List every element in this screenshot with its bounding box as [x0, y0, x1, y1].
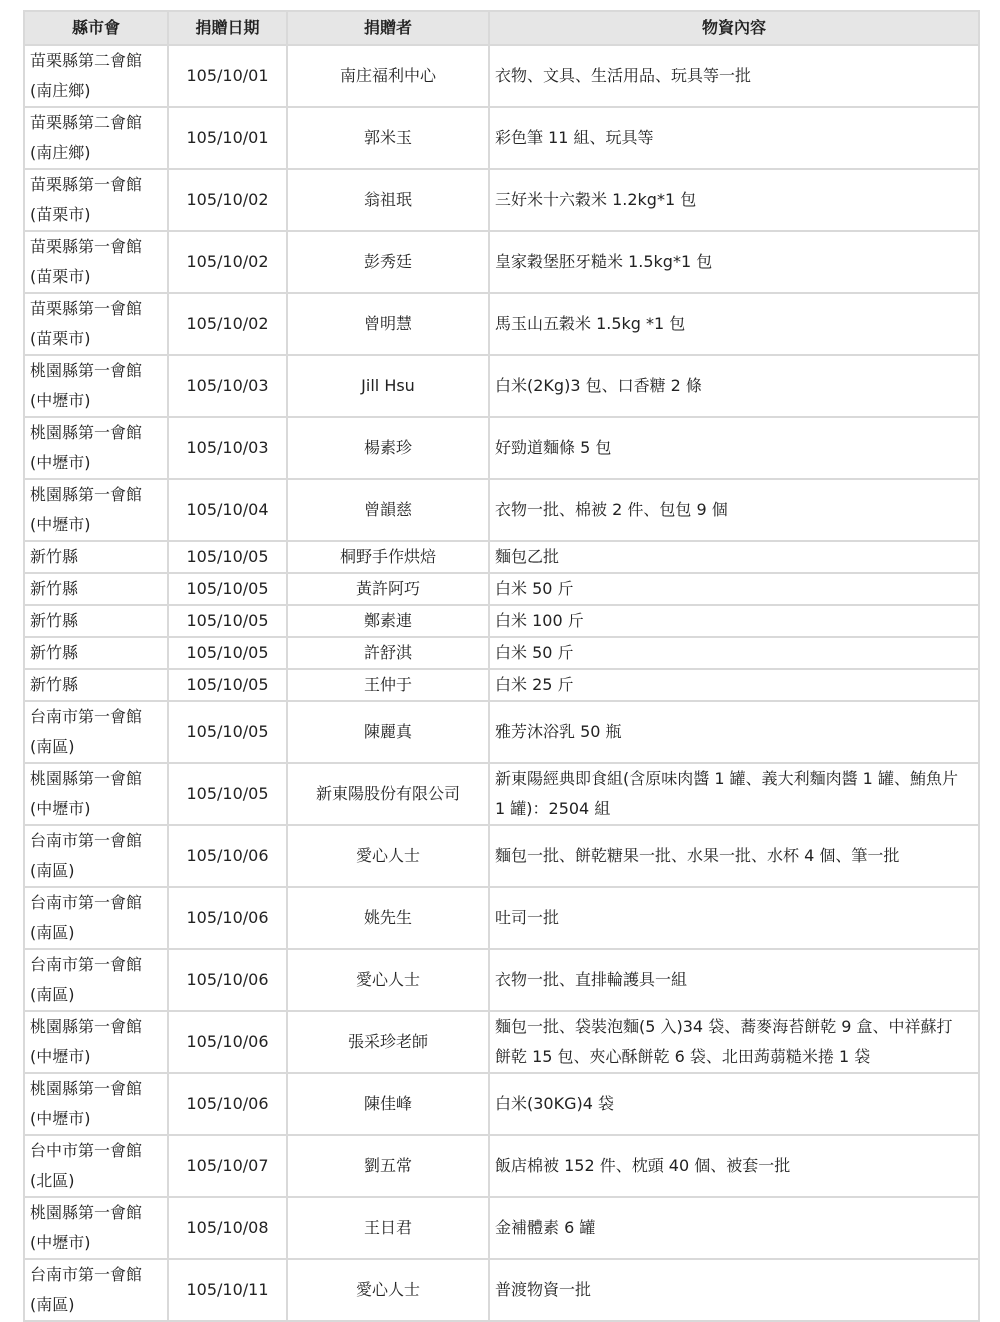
- donor-cell: 愛心人士: [287, 949, 489, 1011]
- county-name: 桃園縣第一會館: [30, 769, 143, 788]
- table-row: [24, 1197, 979, 1259]
- donor-cell: 姚先生: [287, 887, 489, 949]
- donor-cell: 鄭素連: [287, 605, 489, 637]
- county-area: (南區): [30, 985, 75, 1004]
- items-cell: [489, 825, 979, 887]
- date-cell: 105/10/08: [168, 1197, 287, 1259]
- table-body: [24, 45, 979, 1321]
- donor-cell: 愛心人士: [287, 1259, 489, 1321]
- items-cell: [489, 1197, 979, 1259]
- county-area: (南區): [30, 861, 75, 880]
- county-name: 桃園縣第一會館: [30, 1017, 143, 1036]
- county-name: 台中市第一會館: [30, 1141, 143, 1160]
- county-name: 桃園縣第一會館: [30, 361, 143, 380]
- date-cell: 105/10/01: [168, 107, 287, 169]
- county-name: 新竹縣: [30, 611, 79, 630]
- table-header: [24, 11, 979, 45]
- county-name: 苗栗縣第一會館: [30, 299, 143, 318]
- donor-cell: 桐野手作烘焙: [287, 541, 489, 573]
- county-name: 台南市第一會館: [30, 955, 143, 974]
- items-line: 三好米十六穀米 1.2kg*1 包: [495, 190, 697, 209]
- county-name: 台南市第一會館: [30, 1265, 143, 1284]
- items-cell: [489, 169, 979, 231]
- items-cell: [489, 479, 979, 541]
- donor-cell: 王日君: [287, 1197, 489, 1259]
- items-cell: [489, 573, 979, 605]
- county-name: 新竹縣: [30, 579, 79, 598]
- date-cell: 105/10/03: [168, 355, 287, 417]
- county-area: (苗栗市): [30, 267, 91, 286]
- date-cell: 105/10/06: [168, 887, 287, 949]
- county-name: 新竹縣: [30, 547, 79, 566]
- county-area: (苗栗市): [30, 205, 91, 224]
- header-date: 捐贈日期: [168, 11, 287, 45]
- table-row: [24, 293, 979, 355]
- county-area: (南區): [30, 923, 75, 942]
- items-line: 餅乾 15 包、夾心酥餅乾 6 袋、北田蒟蒻糙米捲 1 袋: [495, 1047, 871, 1066]
- county-cell: [24, 541, 168, 573]
- items-cell: [489, 1259, 979, 1321]
- items-cell: [489, 1073, 979, 1135]
- items-cell: [489, 541, 979, 573]
- county-name: 新竹縣: [30, 675, 79, 694]
- table-row: [24, 701, 979, 763]
- table-row: [24, 231, 979, 293]
- donor-cell: Jill Hsu: [287, 355, 489, 417]
- items-line: 皇家穀堡胚牙糙米 1.5kg*1 包: [495, 252, 713, 271]
- date-cell: 105/10/05: [168, 763, 287, 825]
- donor-cell: 陳麗真: [287, 701, 489, 763]
- county-area: (苗栗市): [30, 329, 91, 348]
- county-name: 台南市第一會館: [30, 831, 143, 850]
- items-cell: [489, 417, 979, 479]
- county-cell: [24, 417, 168, 479]
- county-area: (南庄鄉): [30, 81, 91, 100]
- table-row: [24, 1259, 979, 1321]
- table-row: [24, 479, 979, 541]
- header-county: 縣市會: [24, 11, 168, 45]
- items-cell: [489, 637, 979, 669]
- county-cell: [24, 887, 168, 949]
- table-row: [24, 825, 979, 887]
- county-cell: [24, 479, 168, 541]
- header-items: 物資內容: [489, 11, 979, 45]
- date-cell: 105/10/03: [168, 417, 287, 479]
- county-cell: [24, 825, 168, 887]
- items-line: 衣物一批、棉被 2 件、包包 9 個: [495, 500, 728, 519]
- items-line: 麵包乙批: [495, 547, 560, 566]
- date-cell: 105/10/05: [168, 669, 287, 701]
- county-name: 苗栗縣第一會館: [30, 237, 143, 256]
- items-cell: [489, 107, 979, 169]
- county-cell: [24, 1259, 168, 1321]
- date-cell: 105/10/07: [168, 1135, 287, 1197]
- date-cell: 105/10/06: [168, 1073, 287, 1135]
- date-cell: 105/10/06: [168, 1011, 287, 1073]
- items-cell: [489, 293, 979, 355]
- county-cell: [24, 231, 168, 293]
- county-area: (中壢市): [30, 453, 91, 472]
- county-name: 桃園縣第一會館: [30, 1079, 143, 1098]
- date-cell: 105/10/06: [168, 825, 287, 887]
- items-cell: [489, 1135, 979, 1197]
- items-cell: [489, 355, 979, 417]
- items-line: 麵包一批、餅乾糖果一批、水果一批、水杯 4 個、筆一批: [495, 846, 900, 865]
- items-line: 白米 50 斤: [495, 579, 574, 598]
- items-line: 白米 50 斤: [495, 643, 574, 662]
- table-row: [24, 45, 979, 107]
- items-cell: [489, 949, 979, 1011]
- table-row: [24, 605, 979, 637]
- items-cell: [489, 669, 979, 701]
- donor-cell: 曾韻慈: [287, 479, 489, 541]
- items-line: 彩色筆 11 組、玩具等: [495, 128, 654, 147]
- county-cell: [24, 1073, 168, 1135]
- date-cell: 105/10/04: [168, 479, 287, 541]
- county-area: (中壢市): [30, 1233, 91, 1252]
- county-cell: [24, 107, 168, 169]
- donor-cell: 南庄福利中心: [287, 45, 489, 107]
- items-line: 白米(30KG)4 袋: [495, 1094, 615, 1113]
- donor-cell: 黃許阿巧: [287, 573, 489, 605]
- county-cell: [24, 1135, 168, 1197]
- items-cell: [489, 605, 979, 637]
- items-cell: [489, 231, 979, 293]
- items-line: 衣物、文具、生活用品、玩具等一批: [495, 66, 752, 85]
- items-line: 白米 25 斤: [495, 675, 574, 694]
- date-cell: 105/10/06: [168, 949, 287, 1011]
- date-cell: 105/10/02: [168, 231, 287, 293]
- county-area: (南區): [30, 737, 75, 756]
- table-row: [24, 417, 979, 479]
- county-area: (北區): [30, 1171, 75, 1190]
- county-cell: [24, 637, 168, 669]
- table-row: [24, 1135, 979, 1197]
- items-line: 麵包一批、袋裝泡麵(5 入)34 袋、蕎麥海苔餅乾 9 盒、中祥蘇打: [495, 1017, 953, 1036]
- date-cell: 105/10/02: [168, 293, 287, 355]
- county-cell: [24, 45, 168, 107]
- items-cell: [489, 45, 979, 107]
- date-cell: 105/10/05: [168, 637, 287, 669]
- items-cell: [489, 1011, 979, 1073]
- items-line: 吐司一批: [495, 908, 560, 927]
- table-row: [24, 107, 979, 169]
- items-cell: [489, 763, 979, 825]
- county-name: 桃園縣第一會館: [30, 423, 143, 442]
- donor-cell: 劉五常: [287, 1135, 489, 1197]
- county-cell: [24, 949, 168, 1011]
- county-name: 苗栗縣第二會館: [30, 113, 143, 132]
- header-row: [24, 11, 979, 45]
- county-cell: [24, 573, 168, 605]
- date-cell: 105/10/05: [168, 605, 287, 637]
- items-line: 1 罐)：2504 組: [495, 799, 611, 818]
- county-name: 苗栗縣第二會館: [30, 51, 143, 70]
- donor-cell: 新東陽股份有限公司: [287, 763, 489, 825]
- items-line: 雅芳沐浴乳 50 瓶: [495, 722, 622, 741]
- donation-table: [23, 10, 980, 1322]
- donor-cell: 陳佳峰: [287, 1073, 489, 1135]
- county-area: (中壢市): [30, 1047, 91, 1066]
- items-line: 衣物一批、直排輪護具一組: [495, 970, 688, 989]
- county-cell: [24, 605, 168, 637]
- items-line: 白米(2Kg)3 包、口香糖 2 條: [495, 376, 702, 395]
- table-row: [24, 573, 979, 605]
- donor-cell: 翁祖珉: [287, 169, 489, 231]
- county-name: 新竹縣: [30, 643, 79, 662]
- county-area: (中壢市): [30, 1109, 91, 1128]
- donor-cell: 曾明慧: [287, 293, 489, 355]
- donor-cell: 王仲于: [287, 669, 489, 701]
- items-line: 好勁道麵條 5 包: [495, 438, 612, 457]
- table-row: [24, 1073, 979, 1135]
- county-name: 台南市第一會館: [30, 893, 143, 912]
- header-donor: 捐贈者: [287, 11, 489, 45]
- date-cell: 105/10/11: [168, 1259, 287, 1321]
- county-cell: [24, 701, 168, 763]
- county-area: (南庄鄉): [30, 143, 91, 162]
- county-cell: [24, 169, 168, 231]
- table-row: [24, 355, 979, 417]
- donor-cell: 彭秀廷: [287, 231, 489, 293]
- items-cell: [489, 887, 979, 949]
- items-line: 普渡物資一批: [495, 1280, 592, 1299]
- county-area: (中壢市): [30, 391, 91, 410]
- table-row: [24, 887, 979, 949]
- table-row: [24, 669, 979, 701]
- county-name: 台南市第一會館: [30, 707, 143, 726]
- county-area: (中壢市): [30, 799, 91, 818]
- county-cell: [24, 763, 168, 825]
- items-line: 馬玉山五穀米 1.5kg *1 包: [495, 314, 686, 333]
- county-cell: [24, 1011, 168, 1073]
- date-cell: 105/10/01: [168, 45, 287, 107]
- donor-cell: 愛心人士: [287, 825, 489, 887]
- table-row: [24, 637, 979, 669]
- donor-cell: 張采珍老師: [287, 1011, 489, 1073]
- items-cell: [489, 701, 979, 763]
- date-cell: 105/10/05: [168, 701, 287, 763]
- table-row: [24, 763, 979, 825]
- items-line: 飯店棉被 152 件、枕頭 40 個、被套一批: [495, 1156, 791, 1175]
- items-line: 白米 100 斤: [495, 611, 584, 630]
- county-name: 桃園縣第一會館: [30, 485, 143, 504]
- county-area: (中壢市): [30, 515, 91, 534]
- date-cell: 105/10/02: [168, 169, 287, 231]
- date-cell: 105/10/05: [168, 541, 287, 573]
- table-row: [24, 541, 979, 573]
- donation-sheet: [23, 10, 978, 1322]
- donor-cell: 楊素珍: [287, 417, 489, 479]
- table-row: [24, 949, 979, 1011]
- county-cell: [24, 669, 168, 701]
- county-name: 桃園縣第一會館: [30, 1203, 143, 1222]
- county-cell: [24, 1197, 168, 1259]
- county-cell: [24, 293, 168, 355]
- table-row: [24, 1011, 979, 1073]
- county-area: (南區): [30, 1295, 75, 1314]
- county-cell: [24, 355, 168, 417]
- table-row: [24, 169, 979, 231]
- items-line: 金補體素 6 罐: [495, 1218, 596, 1237]
- donor-cell: 許舒淇: [287, 637, 489, 669]
- date-cell: 105/10/05: [168, 573, 287, 605]
- donor-cell: 郭米玉: [287, 107, 489, 169]
- items-line: 新東陽經典即食組(含原味肉醬 1 罐、義大利麵肉醬 1 罐、鮪魚片: [495, 769, 958, 788]
- county-name: 苗栗縣第一會館: [30, 175, 143, 194]
